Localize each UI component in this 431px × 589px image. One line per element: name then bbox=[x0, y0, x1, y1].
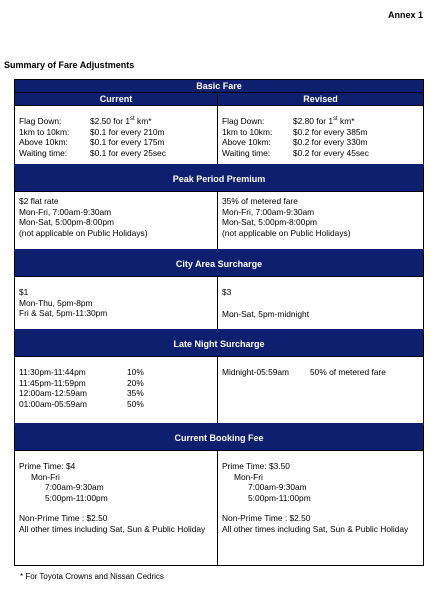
late-night-line: 12:00am-12:59am 35% bbox=[19, 388, 144, 399]
basic-fare-revised bbox=[218, 106, 424, 166]
basic-fare-row bbox=[15, 106, 424, 166]
fare-summary-table bbox=[14, 79, 424, 566]
peak-premium-row bbox=[15, 192, 424, 251]
footnote: * For Toyota Crowns and Nissan Cedrics bbox=[20, 572, 164, 581]
late-night-row bbox=[15, 357, 424, 425]
document-title: Summary of Fare Adjustments bbox=[4, 60, 135, 70]
basic-fare-line: Waiting time: $0.1 for every 25sec bbox=[19, 147, 166, 158]
basic-fare-line: Flag Down: $2.50 for 1st km* bbox=[19, 116, 152, 126]
peak-premium-current: $2 flat rate Mon-Fri, 7:00am-9:30am Mon-Sat, 5:00pm-8:00pm (not applicable on Public Holidays) bbox=[15, 192, 218, 251]
city-surcharge-current: $1 Mon-Thu, 5pm-8pm Fri & Sat, 5pm-11:30pm bbox=[15, 277, 218, 331]
city-surcharge-title: City Area Surcharge bbox=[15, 251, 424, 277]
revised-column-header: Revised bbox=[218, 93, 424, 106]
basic-fare-line: 1km to 10km: $0.1 for every 210m bbox=[19, 126, 165, 137]
late-night-line: 11:45pm-11:59pm 20% bbox=[19, 377, 144, 388]
booking-fee-title: Current Booking Fee bbox=[15, 425, 424, 451]
basic-fare-line: Above 10km: $0.2 for every 330m bbox=[222, 137, 368, 148]
peak-premium-revised: 35% of metered fare Mon-Fri, 7:00am-9:30am Mon-Sat, 5:00pm-8:00pm (not applicable on Public Holidays) bbox=[218, 192, 424, 251]
basic-fare-line: Flag Down: $2.80 for 1st km* bbox=[222, 116, 355, 126]
city-surcharge-revised: $3 Mon-Sat, 5pm-midnight bbox=[218, 277, 424, 331]
city-surcharge-row bbox=[15, 277, 424, 331]
basic-fare-line: Waiting time: $0.2 for every 45sec bbox=[222, 147, 369, 158]
column-header-row bbox=[15, 93, 424, 106]
peak-premium-header-row bbox=[15, 166, 424, 192]
late-night-current bbox=[15, 357, 218, 425]
late-night-header-row bbox=[15, 331, 424, 357]
booking-fee-header-row bbox=[15, 425, 424, 451]
basic-fare-title: Basic Fare bbox=[15, 80, 424, 93]
booking-fee-current: Prime Time: $4 Mon-Fri 7:00am-9:30am 5:00pm-11:00pm Non-Prime Time : $2.50 All other times including Sat, Sun & Public Holiday bbox=[15, 451, 218, 566]
late-night-revised: Midnight-05:59am 50% of metered fare bbox=[218, 357, 424, 425]
current-column-header: Current bbox=[15, 93, 218, 106]
annex-label: Annex 1 bbox=[387, 10, 423, 20]
booking-fee-row bbox=[15, 451, 424, 566]
booking-fee-revised: Prime Time: $3.50 Mon-Fri 7:00am-9:30am 5:00pm-11:00pm Non-Prime Time : $2.50 All other times including Sat, Sun & Public Holiday bbox=[218, 451, 424, 566]
late-night-line: 11:30pm-11:44pm 10% bbox=[19, 367, 144, 377]
late-night-line: 01:00am-05:59am 50% bbox=[19, 398, 144, 409]
peak-premium-title: Peak Period Premium bbox=[15, 166, 424, 192]
late-night-title: Late Night Surcharge bbox=[15, 331, 424, 357]
basic-fare-line: Above 10km: $0.1 for every 175m bbox=[19, 137, 165, 148]
basic-fare-current bbox=[15, 106, 218, 166]
basic-fare-header-row bbox=[15, 80, 424, 93]
city-surcharge-header-row bbox=[15, 251, 424, 277]
basic-fare-line: 1km to 10km: $0.2 for every 385m bbox=[222, 126, 368, 137]
